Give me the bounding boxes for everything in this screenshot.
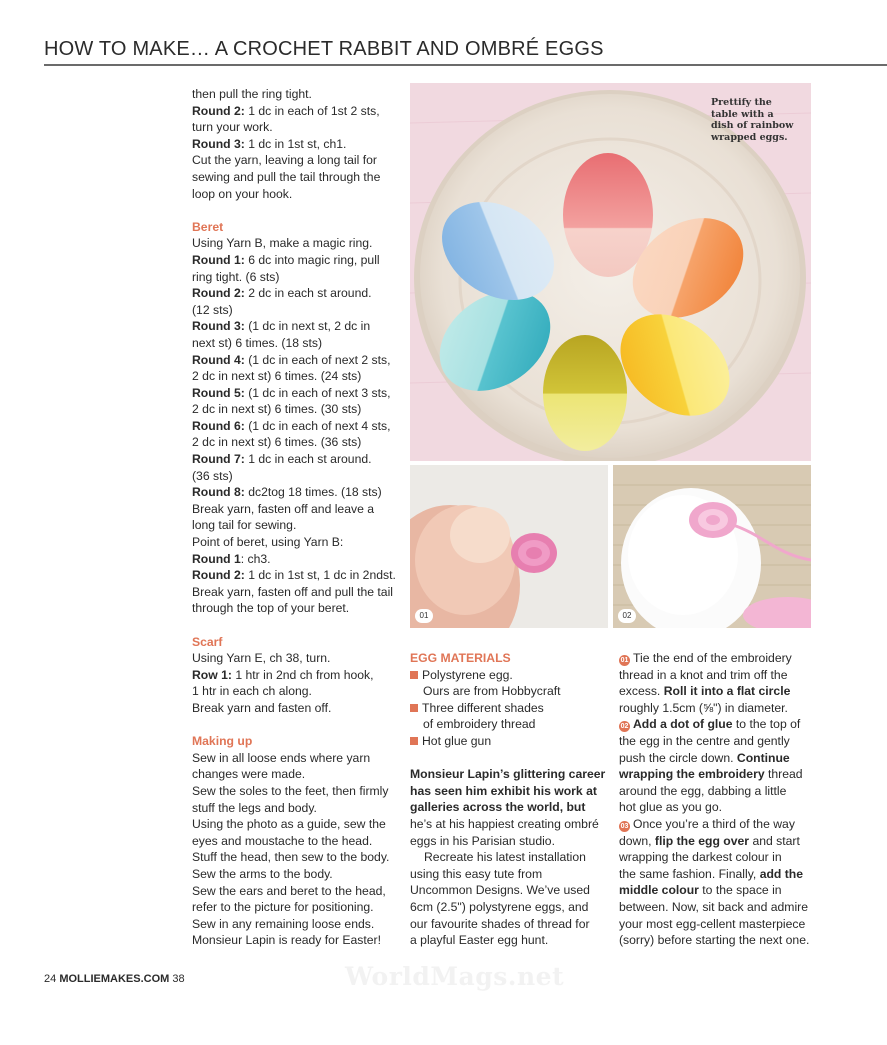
instruction-line: [192, 567, 397, 584]
instruction-text: next st) 6 times. (18 sts): [192, 335, 323, 350]
step-line: [619, 866, 817, 883]
instruction-line: [192, 401, 397, 418]
instruction-line: [192, 169, 397, 186]
step-text: wrapping the embroidery: [619, 767, 765, 782]
step-text: the same fashion. Finally,: [619, 866, 760, 881]
instruction-text: 1 dc in 1st st, 1 dc in 2ndst.: [244, 568, 396, 583]
beret-heading: Beret: [192, 219, 224, 234]
instruction-text: dc2tog 18 times. (18 sts): [244, 485, 382, 500]
step-2-label: 02: [618, 609, 636, 623]
instruction-text: (1 dc in each of next 3 sts,: [244, 385, 391, 400]
step-line: [619, 799, 817, 816]
step-text: thread: [764, 767, 803, 782]
instruction-text: Break yarn and fasten off.: [192, 700, 332, 715]
round-label: Round 1: [192, 551, 241, 566]
instruction-text: 1 htr in 2nd ch from hook,: [231, 667, 374, 682]
bullet-square-icon: [410, 671, 418, 679]
footer: [44, 973, 185, 985]
instruction-line: [192, 600, 397, 617]
step-text: flip the egg over: [654, 833, 750, 848]
making-up-line: stuff the legs and body.: [192, 800, 317, 815]
step-text: add the: [759, 866, 804, 881]
site-name: MOLLIEMAKES.COM: [59, 973, 170, 985]
step-text: Continue: [736, 750, 790, 765]
instruction-text: : ch3.: [240, 551, 271, 566]
step-line: [619, 916, 817, 933]
scarf-heading: Scarf: [192, 634, 223, 649]
step-line: [619, 833, 817, 850]
watermark: WorldMags.net: [345, 962, 565, 991]
instruction-text: (36 sts): [192, 468, 233, 483]
second-paragraph: [410, 849, 606, 949]
instruction-line: [192, 584, 397, 601]
instruction-line: [192, 451, 397, 468]
intro-bold-line: Monsieur Lapin’s glittering career: [410, 767, 606, 782]
instruction-text: Using Yarn B, make a magic ring.: [192, 236, 373, 251]
instruction-line: [192, 534, 397, 551]
round-label: Round 6:: [192, 418, 245, 433]
instruction-line: [192, 269, 397, 286]
instruction-text: 2 dc in each st around.: [244, 286, 372, 301]
material-item: [410, 733, 606, 750]
step-line: [619, 899, 817, 916]
instruction-text: 1 dc in each of 1st 2 sts,: [244, 103, 380, 118]
intro-line: he’s at his happiest creating ombré: [410, 816, 599, 831]
making-up-line: Sew the soles to the feet, then firmly: [192, 783, 389, 798]
round-label: Round 4:: [192, 352, 245, 367]
column-3: [619, 650, 817, 949]
step-number-badge: 01: [620, 657, 629, 664]
paragraph-line: a playful Easter egg hunt.: [410, 933, 549, 948]
instruction-line: [192, 700, 397, 717]
instruction-text: 2 dc in next st) 6 times. (36 sts): [192, 435, 362, 450]
step-text: and start: [749, 833, 800, 848]
materials-heading: EGG MATERIALS: [410, 651, 511, 665]
instruction-text: Break yarn, fasten off and pull the tail: [192, 584, 393, 599]
round-label: Round 5:: [192, 385, 245, 400]
step-text: excess.: [619, 684, 664, 699]
step-text: Roll it into a flat circle: [663, 684, 791, 699]
instruction-text: 2 dc in next st) 6 times. (24 sts): [192, 369, 362, 384]
round-label: Round 2:: [192, 568, 245, 583]
step-text: your most egg-cellent masterpiece: [619, 916, 806, 931]
making-up-line: Sew in all loose ends where yarn: [192, 750, 371, 765]
instruction-line: [192, 252, 397, 269]
page-number: 24: [44, 973, 57, 985]
step-1-label: 01: [415, 609, 433, 623]
instruction-text: (1 dc in next st, 2 dc in: [244, 319, 371, 334]
step-text: push the circle down.: [619, 750, 737, 765]
step-number-badge: 03: [620, 822, 629, 830]
instruction-text: 1 htr in each ch along.: [192, 684, 312, 699]
rainbow-eggs-photo: [410, 83, 811, 461]
step-text: to the space in: [698, 883, 782, 898]
making-up-line: Using the photo as a guide, sew the: [192, 817, 386, 832]
instruction-text: Point of beret, using Yarn B:: [192, 535, 344, 550]
instruction-text: 1 dc in 1st st, ch1.: [244, 136, 347, 151]
step-line: [619, 882, 817, 899]
step-number-badge: 02: [620, 723, 629, 731]
column-2: [410, 650, 606, 949]
round-label: Round 1:: [192, 252, 245, 267]
instruction-text: through the top of your beret.: [192, 601, 350, 616]
step-text: (sorry) before starting the next one.: [619, 933, 810, 948]
materials-list: [410, 667, 606, 750]
intro-bold-line: galleries across the world, but: [410, 800, 586, 815]
making-up-line: Stuff the head, then sew to the body.: [192, 850, 390, 865]
instruction-text: long tail for sewing.: [192, 518, 297, 533]
paragraph-line: our favourite shades of thread for: [410, 916, 590, 931]
intro-line: eggs in his Parisian studio.: [410, 833, 555, 848]
bullet-square-icon: [410, 737, 418, 745]
intro-bold-line: has seen him exhibit his work at: [410, 783, 597, 798]
instruction-line: [192, 103, 397, 120]
instruction-text: Cut the yarn, leaving a long tail for: [192, 153, 377, 168]
step-line: [619, 683, 817, 700]
making-up-heading: Making up: [192, 734, 253, 749]
instruction-line: [192, 186, 397, 203]
step-line: [619, 650, 817, 667]
page-title: HOW TO MAKE… A CROCHET RABBIT AND OMBRÉ EGGS: [44, 38, 604, 60]
paragraph-line: Recreate his latest installation: [424, 850, 586, 865]
step-text: Add a dot of glue: [633, 717, 733, 732]
instruction-line: [192, 517, 397, 534]
making-up-line: eyes and moustache to the head.: [192, 833, 373, 848]
step-text: thread in a knot and trim off the: [619, 667, 788, 682]
instruction-text: then pull the ring tight.: [192, 87, 312, 101]
column-1: [192, 86, 397, 949]
material-text: Polystyrene egg.: [422, 667, 513, 682]
round-label: Round 8:: [192, 485, 245, 500]
instruction-line: [192, 501, 397, 518]
instruction-line: [192, 318, 397, 335]
instruction-text: 2 dc in next st) 6 times. (30 sts): [192, 402, 362, 417]
instruction-line: [192, 152, 397, 169]
instruction-line: [192, 683, 397, 700]
instruction-text: turn your work.: [192, 120, 273, 135]
instruction-line: [192, 484, 397, 501]
paragraph-line: using this easy tute from: [410, 866, 543, 881]
step-1-photo: [410, 465, 608, 628]
photo-caption: Prettify the table with a dish of rainbow wrapped eggs.: [711, 97, 794, 143]
instruction-line: [192, 551, 397, 568]
material-text: Three different shades: [422, 700, 544, 715]
instruction-text: (12 sts): [192, 302, 233, 317]
instruction-text: ring tight. (6 sts): [192, 269, 280, 284]
making-up-line: Sew in any remaining loose ends.: [192, 916, 375, 931]
making-up-line: Sew the arms to the body.: [192, 866, 333, 881]
paragraph-line: Uncommon Designs. We’ve used: [410, 883, 590, 898]
instruction-line: [192, 119, 397, 136]
step-line: [619, 766, 817, 783]
instruction-line: [192, 285, 397, 302]
step-text: middle colour: [619, 883, 699, 898]
scarf-instructions: [192, 650, 397, 716]
step-line: [619, 783, 817, 800]
instruction-line: [192, 368, 397, 385]
step-text: between. Now, sit back and admire: [619, 899, 809, 914]
making-up-line: changes were made.: [192, 767, 306, 782]
instruction-line: [192, 434, 397, 451]
making-up-instructions: [192, 750, 397, 949]
instruction-line: [192, 235, 397, 252]
instruction-line: [192, 352, 397, 369]
bullet-square-icon: [410, 704, 418, 712]
paragraph-line: 6cm (2.5") polystyrene eggs, and: [410, 899, 589, 914]
instruction-text: sewing and pull the tail through the: [192, 169, 381, 184]
instruction-text: 6 dc into magic ring, pull: [244, 252, 380, 267]
instruction-line: [192, 335, 397, 352]
instruction-line: [192, 302, 397, 319]
step-text: down,: [619, 833, 655, 848]
step-line: [619, 733, 817, 750]
instruction-text: Break yarn, fasten off and leave a: [192, 501, 375, 516]
round-label: Round 2:: [192, 103, 245, 118]
step-line: [619, 816, 817, 833]
issue-number: 38: [172, 973, 185, 985]
intro-instructions: [192, 86, 397, 202]
instruction-text: 1 dc in each st around.: [244, 452, 372, 467]
instruction-line: [192, 667, 397, 684]
instruction-text: (1 dc in each of next 4 sts,: [244, 418, 391, 433]
instruction-line: [192, 86, 397, 103]
step-text: Once you’re a third of the way: [633, 816, 795, 831]
making-up-line: Sew the ears and beret to the head,: [192, 883, 386, 898]
instruction-text: Using Yarn E, ch 38, turn.: [192, 651, 331, 666]
step-text: roughly 1.5cm (⅝") in diameter.: [619, 700, 788, 715]
material-item: [410, 667, 606, 684]
round-label: Round 3:: [192, 136, 245, 151]
instruction-line: [192, 136, 397, 153]
step-line: [619, 716, 817, 733]
instruction-line: [192, 385, 397, 402]
step-text: to the top of: [732, 717, 801, 732]
step-line: [619, 750, 817, 767]
material-subtext: of embroidery thread: [423, 717, 536, 732]
instruction-text: (1 dc in each of next 2 sts,: [244, 352, 391, 367]
step-text: the egg in the centre and gently: [619, 733, 790, 748]
step-text: wrapping the darkest colour in: [619, 850, 782, 865]
material-subtext: Ours are from Hobbycraft: [423, 684, 561, 699]
round-label: Round 3:: [192, 319, 245, 334]
step-text: Tie the end of the embroidery: [633, 651, 792, 665]
instruction-line: [192, 650, 397, 667]
step-instructions: [619, 650, 817, 949]
round-label: Row 1:: [192, 667, 232, 682]
step-line: [619, 700, 817, 717]
step-line: [619, 932, 817, 949]
step-line: [619, 849, 817, 866]
material-text: Hot glue gun: [422, 733, 492, 748]
beret-instructions: [192, 235, 397, 617]
material-item: [410, 700, 606, 717]
round-label: Round 7:: [192, 452, 245, 467]
step-line: [619, 667, 817, 684]
round-label: Round 2:: [192, 286, 245, 301]
step-2-photo: [613, 465, 811, 628]
instruction-line: [192, 468, 397, 485]
making-up-line: refer to the picture for positioning.: [192, 900, 374, 915]
step-text: hot glue as you go.: [619, 800, 722, 815]
header-rule: [44, 64, 887, 66]
step-text: around the egg, dabbing a little: [619, 783, 787, 798]
instruction-text: loop on your hook.: [192, 186, 293, 201]
instruction-line: [192, 418, 397, 435]
intro-paragraph: [410, 766, 606, 849]
making-up-line: Monsieur Lapin is ready for Easter!: [192, 933, 381, 948]
